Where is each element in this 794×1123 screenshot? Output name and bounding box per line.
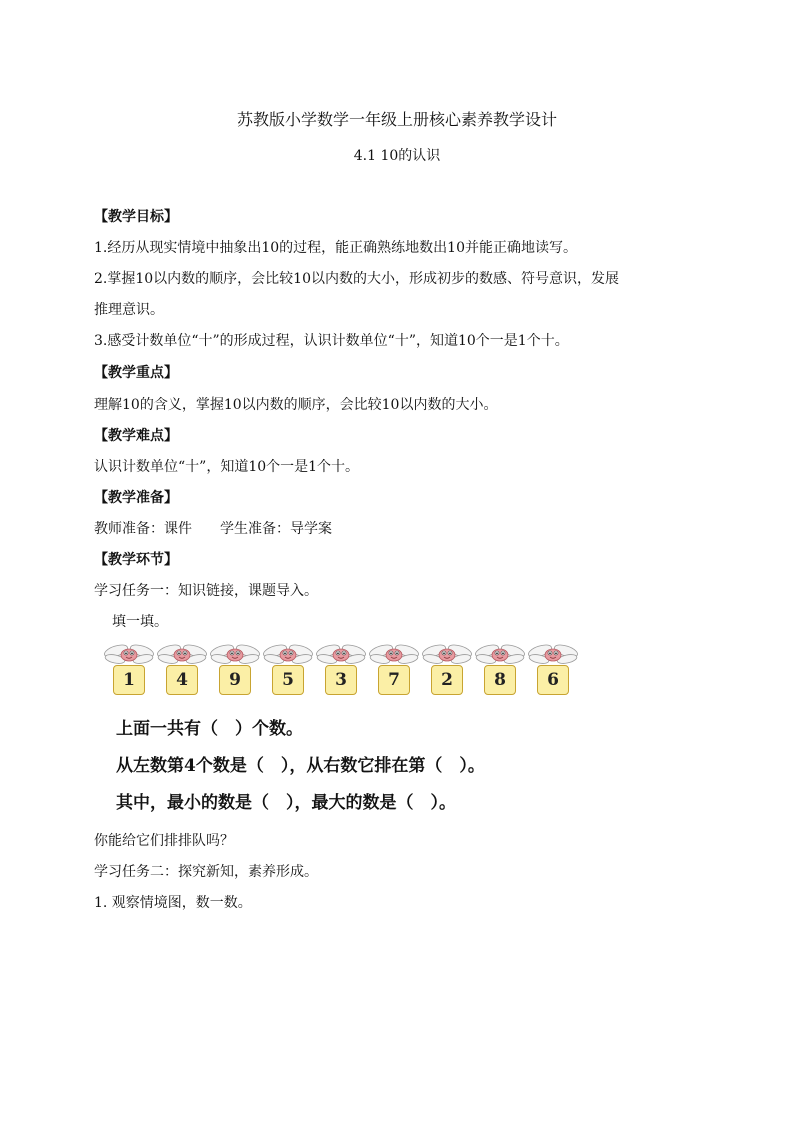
number-card-item bbox=[369, 642, 419, 698]
number-card: 5 bbox=[272, 665, 304, 695]
number-card-item bbox=[104, 642, 154, 698]
goal-1: 1.经历从现实情境中抽象出10的过程，能正确熟练地数出10并能正确地读写。 bbox=[94, 240, 577, 256]
number-card-strip bbox=[104, 642, 584, 698]
step-1: 1. 观察情境图，数一数。 bbox=[94, 895, 252, 911]
number-card: 3 bbox=[325, 665, 357, 695]
number-card: 9 bbox=[219, 665, 251, 695]
difficult-text: 认识计数单位“十”，知道10个一是1个十。 bbox=[94, 459, 360, 475]
question-2: 从左数第4个数是（ ），从右数它排在第（ ）。 bbox=[116, 756, 485, 776]
number-card: 4 bbox=[166, 665, 198, 695]
number-card-item bbox=[528, 642, 578, 698]
prep-heading: 【教学准备】 bbox=[94, 490, 178, 506]
goal-2-line-2: 推理意识。 bbox=[94, 302, 164, 318]
key-text: 理解10的含义，掌握10以内数的顺序，会比较10以内数的大小。 bbox=[94, 397, 498, 413]
question-3: 其中，最小的数是（ ），最大的数是（ ）。 bbox=[116, 793, 456, 813]
process-heading: 【教学环节】 bbox=[94, 552, 178, 568]
goal-2-line-1: 2.掌握10以内数的顺序，会比较10以内数的大小，形成初步的数感、符号意识，发展 bbox=[94, 271, 619, 287]
number-card: 6 bbox=[537, 665, 569, 695]
task-1: 学习任务一：知识链接，课题导入。 bbox=[94, 583, 318, 599]
document-title: 苏教版小学数学一年级上册核心素养教学设计 bbox=[236, 110, 557, 129]
goals-heading: 【教学目标】 bbox=[94, 209, 178, 225]
prep-text: 教师准备：课件 学生准备：导学案 bbox=[94, 521, 332, 537]
key-heading: 【教学重点】 bbox=[94, 365, 178, 381]
ask-text: 你能给它们排排队吗？ bbox=[94, 833, 234, 849]
fill-in-label: 填一填。 bbox=[112, 614, 168, 630]
document-subtitle: 4.1 10的认识 bbox=[353, 148, 441, 164]
number-card-item bbox=[422, 642, 472, 698]
number-card: 1 bbox=[113, 665, 145, 695]
number-card: 2 bbox=[431, 665, 463, 695]
number-card-item bbox=[157, 642, 207, 698]
number-card-item bbox=[475, 642, 525, 698]
task-2: 学习任务二：探究新知，素养形成。 bbox=[94, 864, 318, 880]
goal-3: 3.感受计数单位“十”的形成过程，认识计数单位“十”，知道10个一是1个十。 bbox=[94, 333, 569, 349]
question-1: 上面一共有（ ）个数。 bbox=[116, 719, 303, 739]
number-card: 8 bbox=[484, 665, 516, 695]
number-card: 7 bbox=[378, 665, 410, 695]
number-card-item bbox=[263, 642, 313, 698]
difficult-heading: 【教学难点】 bbox=[94, 428, 178, 444]
number-card-item bbox=[316, 642, 366, 698]
number-card-item bbox=[210, 642, 260, 698]
